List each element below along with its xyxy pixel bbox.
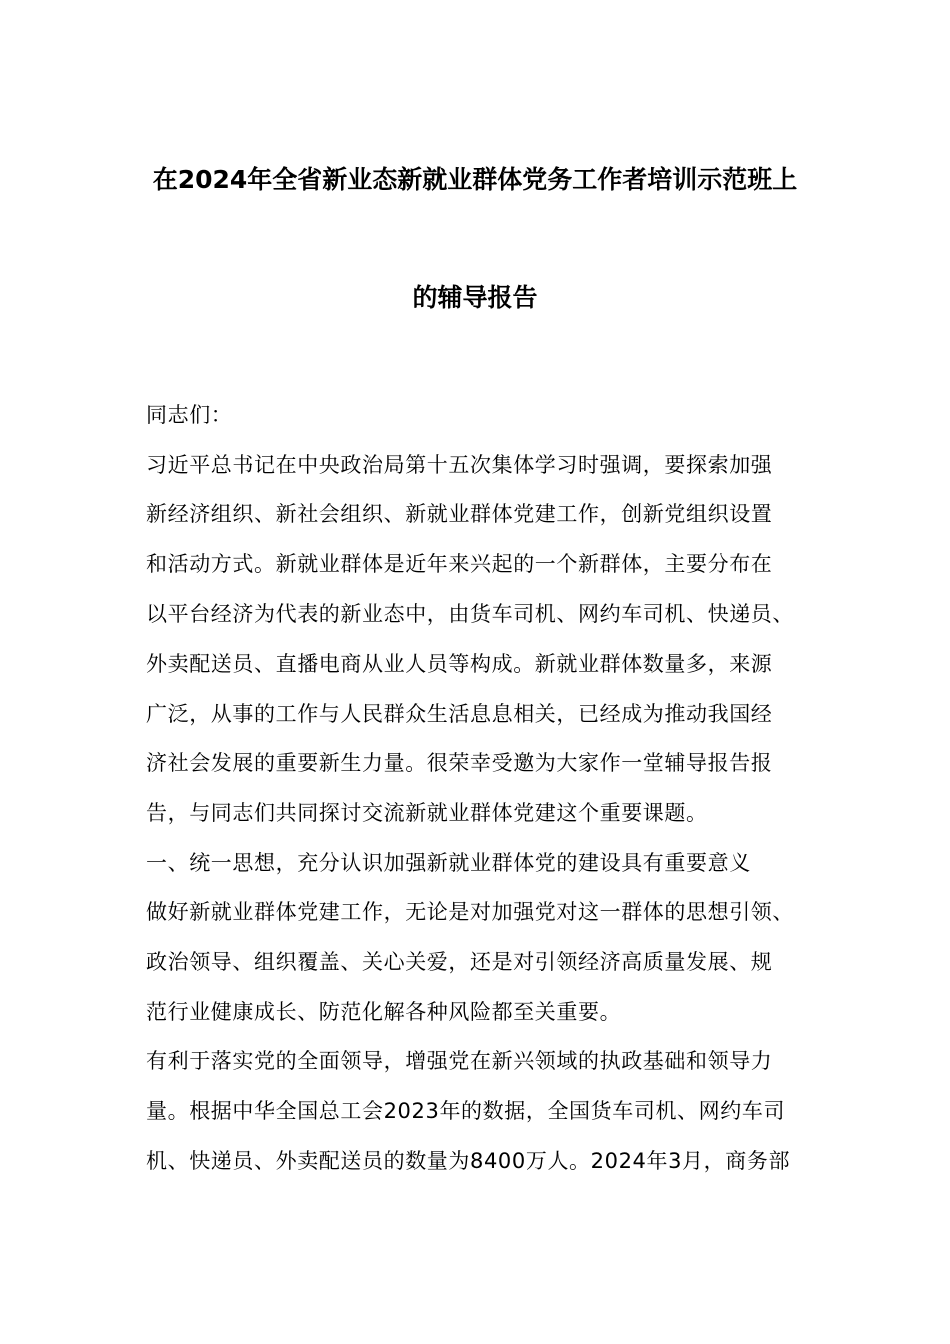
paragraph-line: 习近平总书记在中央政治局第十五次集体学习时强调，要探索加强 <box>146 453 773 477</box>
section-heading: 一、统一思想，充分认识加强新就业群体党的建设具有重要意义 <box>146 851 751 875</box>
paragraph-line: 政治领导、组织覆盖、关心关爱，还是对引领经济高质量发展、规 <box>146 950 773 974</box>
document-title-line-2: 的辅导报告 <box>412 283 538 312</box>
paragraph-line: 广泛，从事的工作与人民群众生活息息相关，已经成为推动我国经 <box>146 702 773 726</box>
paragraph-line: 新经济组织、新社会组织、新就业群体党建工作，创新党组织设置 <box>146 502 773 526</box>
paragraph-line: 和活动方式。新就业群体是近年来兴起的一个新群体，主要分布在 <box>146 552 773 576</box>
paragraph-line: 有利于落实党的全面领导，增强党在新兴领域的执政基础和领导力 <box>146 1049 773 1073</box>
salutation: 同志们： <box>146 403 233 427</box>
paragraph-line: 济社会发展的重要新生力量。很荣幸受邀为大家作一堂辅导报告报 <box>146 751 773 775</box>
paragraph-line: 范行业健康成长、防范化解各种风险都至关重要。 <box>146 1000 622 1024</box>
paragraph-line: 做好新就业群体党建工作，无论是对加强党对这一群体的思想引领、 <box>146 900 794 924</box>
paragraph-line: 量。根据中华全国总工会2023年的数据，全国货车司机、网约车司 <box>146 1099 786 1123</box>
paragraph-line: 机、快递员、外卖配送员的数量为8400万人。2024年3月，商务部 <box>146 1149 791 1173</box>
paragraph-line: 告，与同志们共同探讨交流新就业群体党建这个重要课题。 <box>146 801 708 825</box>
paragraph-line: 外卖配送员、直播电商从业人员等构成。新就业群体数量多，来源 <box>146 652 773 676</box>
document-title-line-1: 在2024年全省新业态新就业群体党务工作者培训示范班上 <box>152 165 798 194</box>
paragraph-line: 以平台经济为代表的新业态中，由货车司机、网约车司机、快递员、 <box>146 602 794 626</box>
